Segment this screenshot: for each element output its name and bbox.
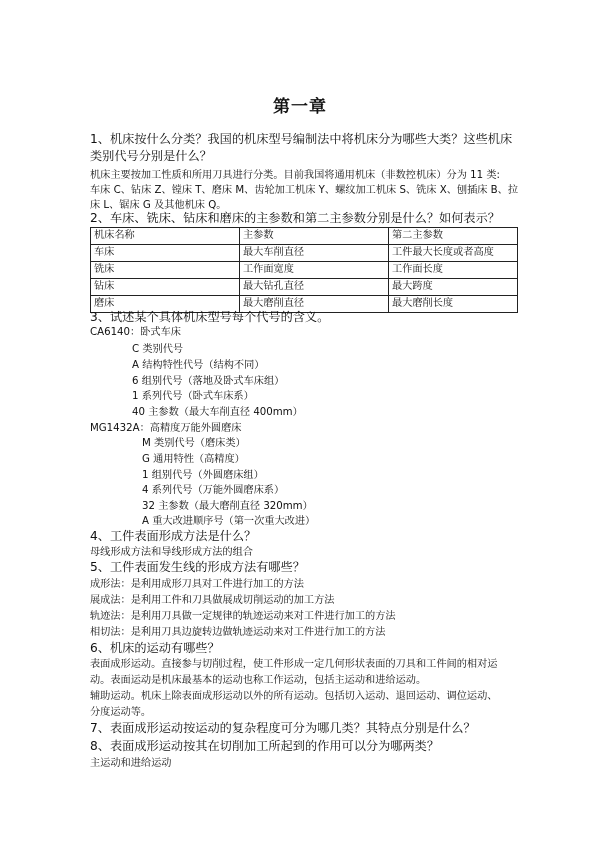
table-cell: 最大车削直径 xyxy=(240,245,389,262)
table-row xyxy=(91,279,518,296)
answer-5-item: 成形法：是利用成形刀具对工件进行加工的方法 xyxy=(90,579,304,590)
ca6140-item: 1 系列代号（卧式车床系） xyxy=(132,391,254,402)
answer-5-item: 相切法：是利用刀具边旋转边做轨迹运动来对工件进行加工的方法 xyxy=(90,627,386,638)
table-cell: 最大磨削长度 xyxy=(389,296,518,313)
table-cell: 最大磨削直径 xyxy=(240,296,389,313)
table-cell: 钻床 xyxy=(91,279,240,296)
table-header-cell: 机床名称 xyxy=(91,228,240,245)
question-5: 5、工件表面发生线的形成方法有哪些？ xyxy=(90,560,305,574)
answer-5-item: 轨迹法：是利用刀具做一定规律的轨迹运动来对工件进行加工的方法 xyxy=(90,611,396,622)
answer-1-line-2: 车床 C、钻床 Z、镗床 T、磨床 M、齿轮加工机床 Y、螺纹加工机床 S、铣床 X、刨插床 B、拉 xyxy=(90,185,519,196)
table-row xyxy=(91,245,518,262)
ca6140-item: 40 主参数（最大车削直径 400mm） xyxy=(132,407,303,418)
table-header-cell: 第二主参数 xyxy=(389,228,518,245)
ca6140-item: A 结构特性代号（结构不同） xyxy=(132,360,265,371)
answer-6-line-2: 动。表面运动是机床最基本的运动也称工作运动，包括主运动和进给运动。 xyxy=(90,675,427,686)
answer-4: 母线形成方法和导线形成方法的组合 xyxy=(90,547,253,558)
answer-1-line-1: 机床主要按加工性质和所用刀具进行分类。目前我国将通用机床（非数控机床）分为 11 类: xyxy=(90,170,500,181)
table-cell: 工作面宽度 xyxy=(240,262,389,279)
question-1: 1、机床按什么分类？我国的机床型号编制法中将机床分为哪些大类？这些机床类别代号分别是什么？ xyxy=(90,132,513,163)
table-cell: 磨床 xyxy=(91,296,240,313)
parameter-table xyxy=(90,227,518,313)
answer-6-line-3: 辅助运动。机床上除表面成形运动以外的所有运动。包括切入运动、退回运动、调位运动、 xyxy=(90,691,498,702)
question-6: 6、机床的运动有哪些？ xyxy=(90,641,220,655)
chapter-title: 第一章 xyxy=(273,97,327,117)
question-3: 3、试述某个具体机床型号每个代号的含义。 xyxy=(90,310,330,324)
question-8: 8、表面成形运动按其在切削加工所起到的作用可以分为哪两类？ xyxy=(90,739,440,753)
answer-6-line-4: 分度运动等。 xyxy=(90,707,152,718)
table-cell: 最大跨度 xyxy=(389,279,518,296)
ca6140-title: CA6140：卧式车床 xyxy=(90,327,181,338)
question-2: 2、车床、铣床、钻床和磨床的主参数和第二主参数分别是什么？如何表示？ xyxy=(90,211,500,225)
table-header-cell: 主参数 xyxy=(240,228,389,245)
answer-8: 主运动和进给运动 xyxy=(90,758,172,769)
mg1432a-item: 32 主参数（最大磨削直径 320mm） xyxy=(142,501,313,512)
table-header-row xyxy=(91,228,518,245)
table-cell: 工件最大长度或者高度 xyxy=(389,245,518,262)
ca6140-item: C 类别代号 xyxy=(132,344,184,355)
mg1432a-item: 4 系列代号（万能外圆磨床系） xyxy=(142,485,285,496)
mg1432a-title: MG1432A：高精度万能外圆磨床 xyxy=(90,423,242,434)
answer-1-line-3: 床 L、锯床 G 及其他机床 Q。 xyxy=(90,200,227,211)
table-row xyxy=(91,262,518,279)
answer-5-item: 展成法：是利用工件和刀具做展成切削运动的加工方法 xyxy=(90,595,335,606)
table-cell: 铣床 xyxy=(91,262,240,279)
table-cell: 最大钻孔直径 xyxy=(240,279,389,296)
mg1432a-item: G 通用特性（高精度） xyxy=(142,454,245,465)
ca6140-item: 6 组别代号（落地及卧式车床组） xyxy=(132,376,285,387)
answer-6-line-1: 表面成形运动。直接参与切削过程，使工件形成一定几何形状表面的刀具和工件间的相对运 xyxy=(90,659,498,670)
mg1432a-item: M 类别代号（磨床类） xyxy=(142,438,246,449)
mg1432a-item: 1 组别代号（外圆磨床组） xyxy=(142,470,264,481)
table-cell: 工作面长度 xyxy=(389,262,518,279)
mg1432a-item: A 重大改进顺序号（第一次重大改进） xyxy=(142,516,316,527)
question-4: 4、工件表面形成方法是什么？ xyxy=(90,529,257,543)
table-cell: 车床 xyxy=(91,245,240,262)
question-7: 7、表面成形运动按运动的复杂程度可分为哪几类？其特点分别是什么？ xyxy=(90,721,476,735)
